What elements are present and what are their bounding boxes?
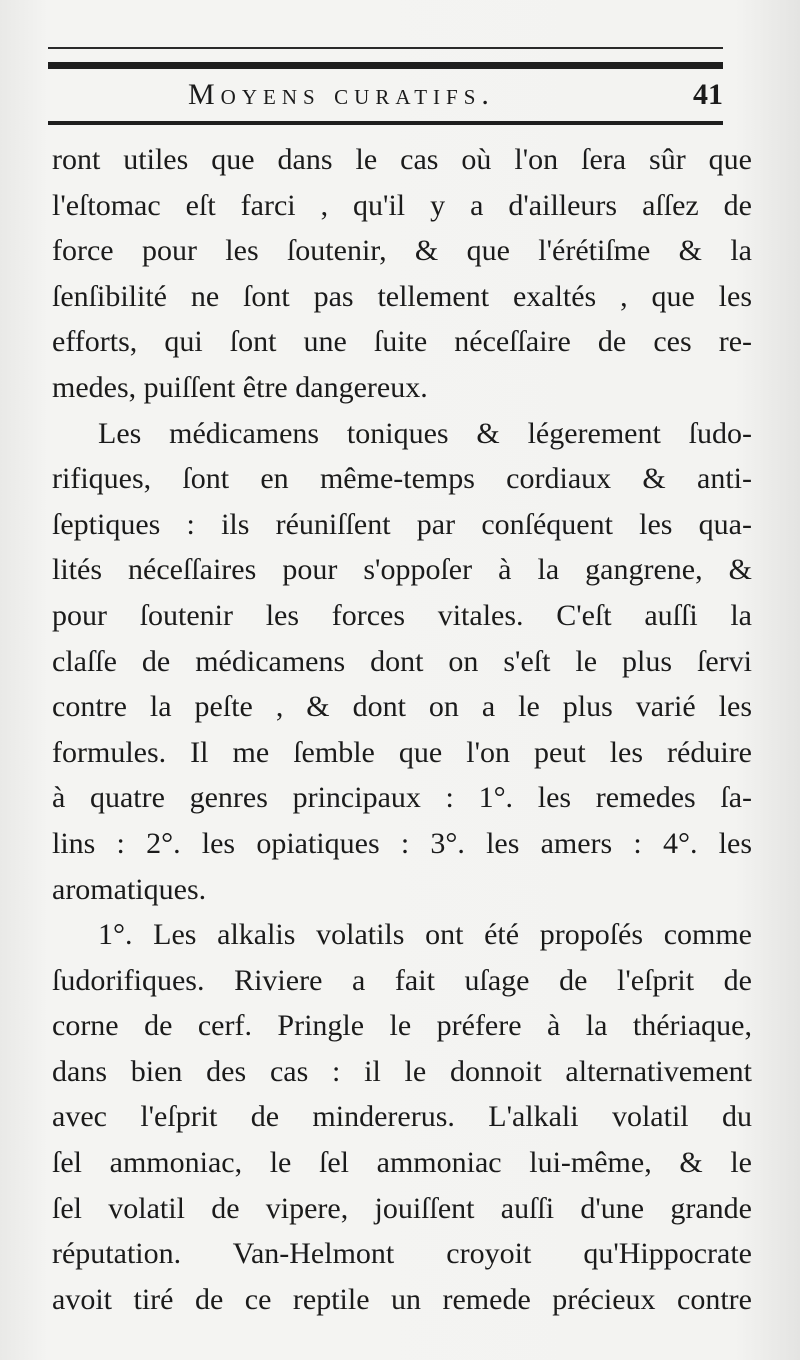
text-line: formules. Il me ſemble que l'on peut les réduire: [52, 735, 752, 769]
text-line: dans bien des cas : il le donnoit alternativement: [52, 1054, 752, 1088]
text-line: efforts, qui ſont une ſuite néceſſaire de ces re-: [52, 325, 752, 359]
text-line: ſel volatil de vipere, jouiſſent auſſi d'une grande: [52, 1191, 752, 1225]
text-line: 1°. Les alkalis volatils ont été propoſés comme: [98, 918, 752, 952]
text-line: rifiques, ſont en même-temps cordiaux & anti-: [52, 462, 752, 496]
text-line: avoit tiré de ce reptile un remede précieux contre: [52, 1282, 752, 1316]
text-line: pour ſoutenir les forces vitales. C'eſt auſſi la: [52, 598, 752, 632]
text-line: lités néceſſaires pour s'oppoſer à la gangrene, &: [52, 553, 752, 587]
text-line: ront utiles que dans le cas où l'on ſera sûr que: [52, 143, 752, 176]
text-line: contre la peſte , & dont on a le plus varié les: [52, 690, 752, 724]
running-header: [48, 78, 723, 118]
page-number: 41: [693, 78, 723, 111]
text-line: à quatre genres principaux : 1°. les remedes ſa-: [52, 781, 752, 815]
header-bottom-rule: [48, 121, 723, 125]
text-line: avec l'eſprit de mindererus. L'alkali volatil du: [52, 1100, 752, 1134]
header-top-rule: [48, 62, 723, 69]
text-line: ſel ammoniac, le ſel ammoniac lui-même, & le: [52, 1146, 752, 1180]
header-top-thin-rule: [48, 47, 723, 49]
text-line: claſſe de médicamens dont on s'eſt le plus ſervi: [52, 644, 752, 678]
text-line: l'eſtomac eſt farci , qu'il y a d'ailleurs aſſez de: [52, 188, 752, 222]
text-line: réputation. Van-Helmont croyoit qu'Hippocrate: [52, 1237, 752, 1271]
text-line: corne de cerf. Pringle le préfere à la thériaque,: [52, 1009, 752, 1043]
text-line: aromatiques.: [52, 872, 207, 906]
text-line: lins : 2°. les opiatiques : 3°. les amers : 4°. les: [52, 826, 752, 860]
text-line: ſenſibilité ne ſont pas tellement exaltés , que les: [52, 279, 752, 313]
text-line: ſeptiques : ils réuniſſent par conſéquent les qua-: [52, 507, 752, 541]
body-text: [52, 137, 752, 1322]
text-line: Les médicamens toniques & légerement ſudo-: [98, 416, 752, 450]
text-line: force pour les ſoutenir, & que l'érétiſme & la: [52, 234, 752, 268]
text-line: medes, puiſſent être dangereux.: [52, 370, 428, 404]
running-title: Moyens curatifs.: [188, 78, 495, 111]
text-line: ſudorifiques. Riviere a fait uſage de l'eſprit de: [52, 963, 752, 997]
